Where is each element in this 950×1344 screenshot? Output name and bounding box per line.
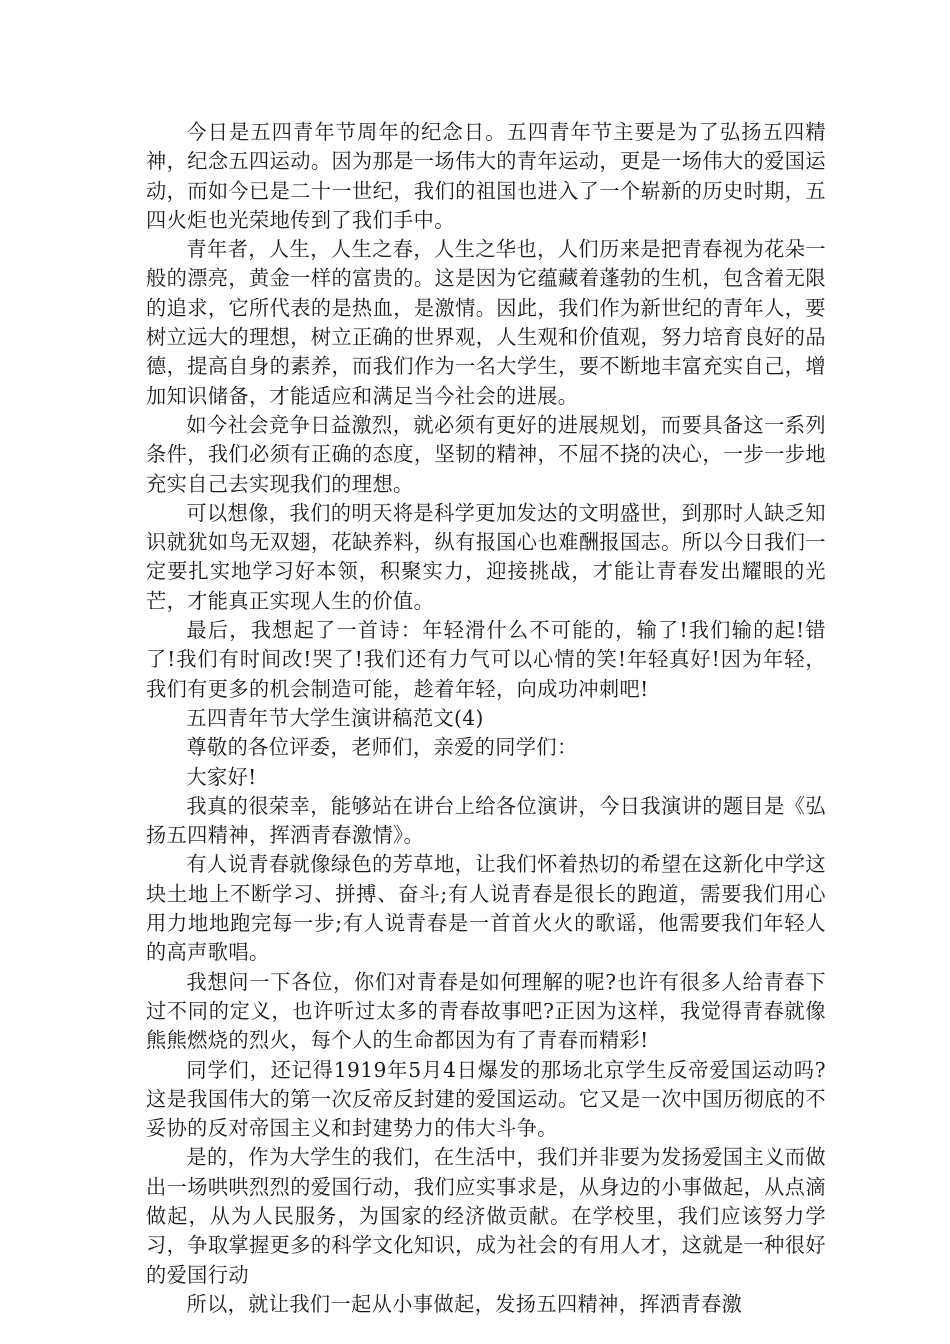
paragraph: 是的，作为大学生的我们，在生活中，我们并非要为发扬爱国主义而做出一场哄哄烈烈的爱国行动，我们应实事求是，从身边的小事做起，从点滴做起，从为人民服务，为国家的经济做贡献。在学校里，我们应该努力学习，争取掌握更多的科学文化知识，成为社会的有用人才，这就是一种很好的爱国行动 xyxy=(146,1145,826,1287)
paragraph: 今日是五四青年节周年的纪念日。五四青年节主要是为了弘扬五四精神，纪念五四运动。因为那是一场伟大的青年运动，更是一场伟大的爱国运动，而如今已是二十一世纪，我们的祖国也进入了一个崭新的历史时期，五四火炬也光荣地传到了我们手中。 xyxy=(146,120,826,232)
document-body xyxy=(146,118,826,1319)
paragraph: 我真的很荣幸，能够站在讲台上给各位演讲，今日我演讲的题目是《弘扬五四精神，挥洒青春激情》。 xyxy=(146,793,826,848)
paragraph: 可以想像，我们的明天将是科学更加发达的文明盛世，到那时人缺乏知识就犹如鸟无双翅，花缺养料，纵有报国心也难酬报国志。所以今日我们一定要扎实地学习好本领，积聚实力，迎接挑战，才能让青春发出耀眼的光芒，才能真正实现人生的价值。 xyxy=(146,500,826,613)
paragraph: 最后，我想起了一首诗：年轻滑什么不可能的，输了!我们输的起!错了!我们有时间改!哭了!我们还有力气可以心情的笑!年轻真好!因为年轻，我们有更多的机会制造可能，趁着年轻，向成功冲刺吧! xyxy=(146,618,826,701)
paragraph: 所以，就让我们一起从小事做起，发扬五四精神，挥洒青春激 xyxy=(186,1291,743,1316)
section-title: 五四青年节大学生演讲稿范文(4) xyxy=(186,705,484,730)
greeting: 大家好! xyxy=(186,764,257,789)
paragraph: 同学们，还记得1919年5月4日爆发的那场北京学生反帝爱国运动吗?这是我国伟大的第一次反帝反封建的爱国运动。它又是一次中国历彻底的不妥协的反对帝国主义和封建势力的伟大斗争。 xyxy=(146,1057,826,1141)
salutation: 尊敬的各位评委，老师们，亲爱的同学们： xyxy=(186,735,578,760)
paragraph: 我想问一下各位，你们对青春是如何理解的呢?也许有很多人给青春下过不同的定义，也许听过太多的青春故事吧?正因为这样，我觉得青春就像熊熊燃烧的烈火，每个人的生命都因为有了青春而精彩! xyxy=(146,969,826,1053)
paragraph: 青年者，人生，人生之春，人生之华也，人们历来是把青春视为花朵一般的漂亮，黄金一样的富贵的。这是因为它蕴藏着蓬勃的生机，包含着无限的追求，它所代表的是热血，是激情。因此，我们作为新世纪的青年人，要树立远大的理想，树立正确的世界观，人生观和价值观，努力培育良好的品德，提高自身的素养，而我们作为一名大学生，要不断地丰富充实自己，增加知识储备，才能适应和满足当今社会的进展。 xyxy=(146,237,826,408)
paragraph: 有人说青春就像绿色的芳草地，让我们怀着热切的希望在这新化中学这块土地上不断学习、拼搏、奋斗;有人说青春是很长的跑道，需要我们用心用力地地跑完每一步;有人说青春是一首首火火的歌谣，他需要我们年轻人的高声歌唱。 xyxy=(146,852,826,965)
paragraph: 如今社会竞争日益激烈，就必须有更好的进展规划，而要具备这一系列条件，我们必须有正确的态度，坚韧的精神，不屈不挠的决心，一步一步地充实自己去实现我们的理想。 xyxy=(146,412,826,496)
